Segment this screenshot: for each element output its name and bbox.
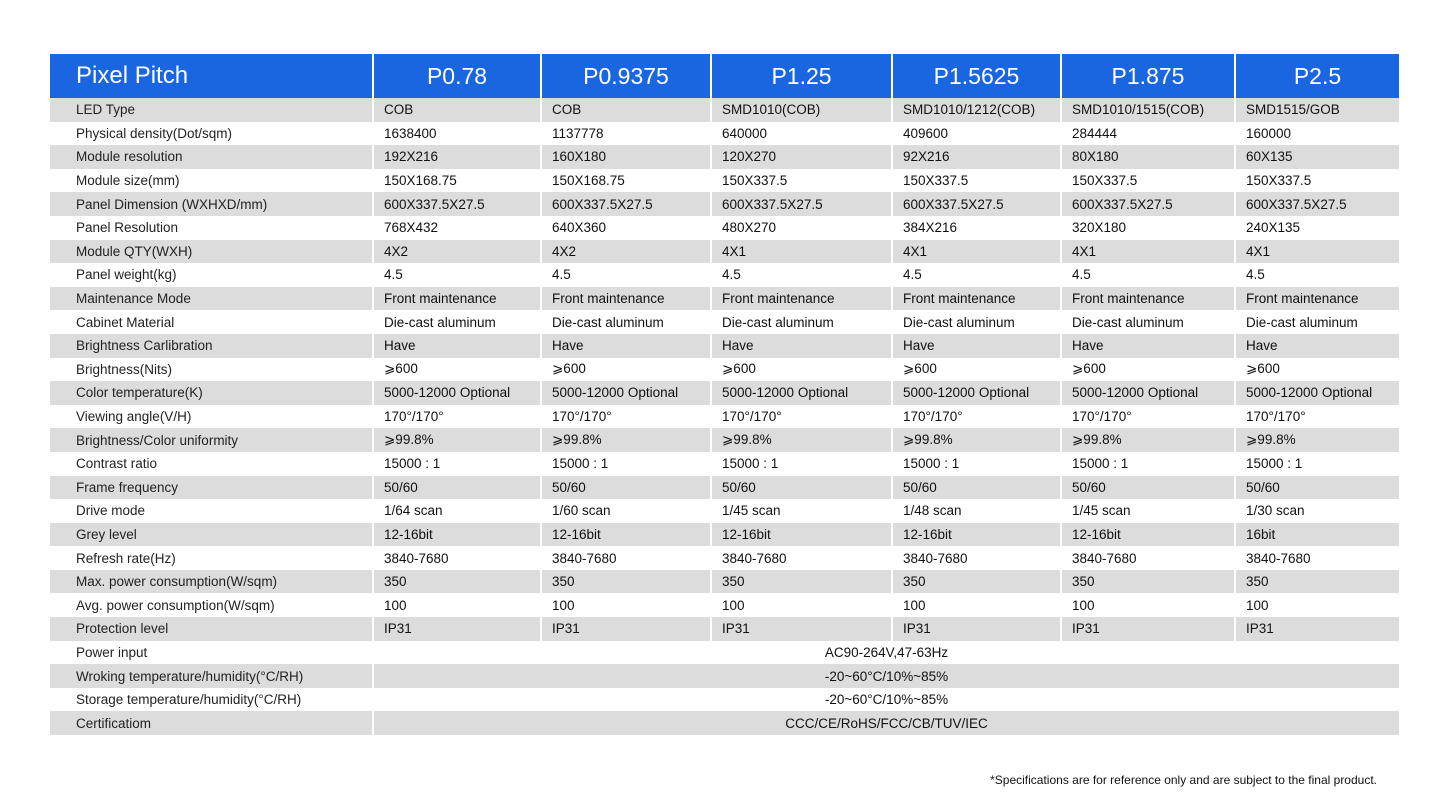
cell-value: 50/60 <box>1061 476 1235 500</box>
cell-value: Have <box>1235 334 1399 358</box>
row-label: Certificatiom <box>50 711 373 735</box>
cell-value: 768X432 <box>373 216 541 240</box>
cell-value: 170°/170° <box>1061 405 1235 429</box>
cell-value: Die-cast aluminum <box>541 310 711 334</box>
cell-value: COB <box>541 98 711 122</box>
table-row <box>50 688 1399 712</box>
cell-value: 170°/170° <box>541 405 711 429</box>
cell-value: 4.5 <box>373 263 541 287</box>
cell-value: 12-16bit <box>892 523 1061 547</box>
cell-value: 192X216 <box>373 145 541 169</box>
cell-value: 1/64 scan <box>373 499 541 523</box>
cell-value: 15000 : 1 <box>892 452 1061 476</box>
cell-value: ⩾99.8% <box>1235 428 1399 452</box>
table-row <box>50 570 1399 594</box>
cell-value: ⩾99.8% <box>1061 428 1235 452</box>
cell-value: 50/60 <box>541 476 711 500</box>
row-label: Physical density(Dot/sqm) <box>50 122 373 146</box>
cell-value: Front maintenance <box>892 287 1061 311</box>
cell-value: 12-16bit <box>711 523 892 547</box>
cell-value: Have <box>541 334 711 358</box>
cell-value: Front maintenance <box>711 287 892 311</box>
table-row <box>50 122 1399 146</box>
row-label: Cabinet Material <box>50 310 373 334</box>
table-row <box>50 593 1399 617</box>
cell-value: 1/45 scan <box>711 499 892 523</box>
cell-value: Front maintenance <box>541 287 711 311</box>
cell-value: 150X168.75 <box>373 169 541 193</box>
cell-value: Die-cast aluminum <box>892 310 1061 334</box>
cell-value: 4X1 <box>892 240 1061 264</box>
row-label: Power input <box>50 641 373 665</box>
cell-value: ⩾600 <box>1061 358 1235 382</box>
cell-value: 50/60 <box>711 476 892 500</box>
cell-value: 150X168.75 <box>541 169 711 193</box>
spec-body <box>50 98 1399 735</box>
cell-value: Front maintenance <box>373 287 541 311</box>
cell-value: 284444 <box>1061 122 1235 146</box>
row-label: Refresh rate(Hz) <box>50 546 373 570</box>
cell-value: ⩾600 <box>892 358 1061 382</box>
cell-value: IP31 <box>541 617 711 641</box>
cell-value: COB <box>373 98 541 122</box>
cell-value: 350 <box>892 570 1061 594</box>
table-row <box>50 641 1399 665</box>
cell-value: 4.5 <box>892 263 1061 287</box>
cell-value: 150X337.5 <box>892 169 1061 193</box>
cell-value: 50/60 <box>373 476 541 500</box>
table-row <box>50 98 1399 122</box>
cell-value: 100 <box>892 593 1061 617</box>
cell-value: 4X1 <box>1235 240 1399 264</box>
cell-value: 170°/170° <box>711 405 892 429</box>
cell-value: 4X1 <box>711 240 892 264</box>
cell-value: ⩾600 <box>1235 358 1399 382</box>
cell-value: 15000 : 1 <box>541 452 711 476</box>
cell-value: 4X2 <box>541 240 711 264</box>
row-label: Brightness(Nits) <box>50 358 373 382</box>
cell-value: 4.5 <box>711 263 892 287</box>
cell-value: 5000-12000 Optional <box>541 381 711 405</box>
cell-value: Have <box>373 334 541 358</box>
cell-value: SMD1010/1212(COB) <box>892 98 1061 122</box>
cell-value: IP31 <box>1235 617 1399 641</box>
row-label: Brightness/Color uniformity <box>50 428 373 452</box>
cell-value: 60X135 <box>1235 145 1399 169</box>
cell-value: IP31 <box>373 617 541 641</box>
table-row <box>50 263 1399 287</box>
cell-value: 640X360 <box>541 216 711 240</box>
cell-value: SMD1010(COB) <box>711 98 892 122</box>
header-label: Pixel Pitch <box>50 54 373 98</box>
cell-value: 4X2 <box>373 240 541 264</box>
cell-value: 15000 : 1 <box>373 452 541 476</box>
cell-value: 12-16bit <box>541 523 711 547</box>
cell-value: 384X216 <box>892 216 1061 240</box>
cell-value: 600X337.5X27.5 <box>892 192 1061 216</box>
cell-value: 600X337.5X27.5 <box>1061 192 1235 216</box>
row-label: Protection level <box>50 617 373 641</box>
cell-value: 150X337.5 <box>1235 169 1399 193</box>
cell-value: 4.5 <box>541 263 711 287</box>
row-label: Wroking temperature/humidity(°C/RH) <box>50 664 373 688</box>
cell-value: 5000-12000 Optional <box>711 381 892 405</box>
cell-value: 350 <box>373 570 541 594</box>
header-col: P1.5625 <box>892 54 1061 98</box>
table-row <box>50 169 1399 193</box>
cell-value: 5000-12000 Optional <box>892 381 1061 405</box>
row-label: Panel weight(kg) <box>50 263 373 287</box>
cell-value: 1/30 scan <box>1235 499 1399 523</box>
table-row <box>50 711 1399 735</box>
table-row <box>50 452 1399 476</box>
table-row <box>50 381 1399 405</box>
merged-value: CCC/CE/RoHS/FCC/CB/TUV/IEC <box>373 711 1399 735</box>
cell-value: 3840-7680 <box>1061 546 1235 570</box>
cell-value: IP31 <box>892 617 1061 641</box>
cell-value: 100 <box>1235 593 1399 617</box>
cell-value: 150X337.5 <box>1061 169 1235 193</box>
cell-value: 100 <box>711 593 892 617</box>
cell-value: ⩾99.8% <box>541 428 711 452</box>
table-row <box>50 405 1399 429</box>
cell-value: 160000 <box>1235 122 1399 146</box>
cell-value: 15000 : 1 <box>1235 452 1399 476</box>
row-label: Grey level <box>50 523 373 547</box>
header-col: P1.875 <box>1061 54 1235 98</box>
cell-value: 3840-7680 <box>373 546 541 570</box>
cell-value: 15000 : 1 <box>1061 452 1235 476</box>
cell-value: 3840-7680 <box>541 546 711 570</box>
cell-value: 170°/170° <box>373 405 541 429</box>
table-row <box>50 523 1399 547</box>
cell-value: 12-16bit <box>373 523 541 547</box>
cell-value: 150X337.5 <box>711 169 892 193</box>
table-row <box>50 499 1399 523</box>
footnote: *Specifications are for reference only and are subject to the final product. <box>990 773 1377 787</box>
cell-value: 1638400 <box>373 122 541 146</box>
cell-value: Die-cast aluminum <box>373 310 541 334</box>
row-label: Module resolution <box>50 145 373 169</box>
row-label: Viewing angle(V/H) <box>50 405 373 429</box>
cell-value: SMD1010/1515(COB) <box>1061 98 1235 122</box>
row-label: Drive mode <box>50 499 373 523</box>
cell-value: IP31 <box>1061 617 1235 641</box>
cell-value: Have <box>892 334 1061 358</box>
row-label: Contrast ratio <box>50 452 373 476</box>
cell-value: 170°/170° <box>1235 405 1399 429</box>
cell-value: 640000 <box>711 122 892 146</box>
cell-value: 240X135 <box>1235 216 1399 240</box>
cell-value: 50/60 <box>1235 476 1399 500</box>
cell-value: 4X1 <box>1061 240 1235 264</box>
table-row <box>50 192 1399 216</box>
cell-value: 100 <box>373 593 541 617</box>
row-label: Storage temperature/humidity(°C/RH) <box>50 688 373 712</box>
cell-value: ⩾600 <box>711 358 892 382</box>
cell-value: Have <box>1061 334 1235 358</box>
cell-value: Die-cast aluminum <box>1061 310 1235 334</box>
table-row <box>50 664 1399 688</box>
cell-value: 1/60 scan <box>541 499 711 523</box>
cell-value: 1/45 scan <box>1061 499 1235 523</box>
cell-value: 5000-12000 Optional <box>1235 381 1399 405</box>
cell-value: 409600 <box>892 122 1061 146</box>
cell-value: 350 <box>541 570 711 594</box>
cell-value: 600X337.5X27.5 <box>373 192 541 216</box>
merged-value: -20~60°C/10%~85% <box>373 688 1399 712</box>
cell-value: ⩾600 <box>541 358 711 382</box>
cell-value: 3840-7680 <box>1235 546 1399 570</box>
table-row <box>50 617 1399 641</box>
row-label: Panel Dimension (WXHXD/mm) <box>50 192 373 216</box>
table-row <box>50 145 1399 169</box>
cell-value: ⩾99.8% <box>892 428 1061 452</box>
row-label: LED Type <box>50 98 373 122</box>
row-label: Module size(mm) <box>50 169 373 193</box>
cell-value: Have <box>711 334 892 358</box>
table-row <box>50 334 1399 358</box>
spec-table <box>50 54 1399 735</box>
cell-value: 50/60 <box>892 476 1061 500</box>
merged-value: -20~60°C/10%~85% <box>373 664 1399 688</box>
cell-value: Die-cast aluminum <box>711 310 892 334</box>
cell-value: 5000-12000 Optional <box>1061 381 1235 405</box>
cell-value: 80X180 <box>1061 145 1235 169</box>
cell-value: 600X337.5X27.5 <box>1235 192 1399 216</box>
cell-value: Die-cast aluminum <box>1235 310 1399 334</box>
table-row <box>50 358 1399 382</box>
cell-value: 16bit <box>1235 523 1399 547</box>
cell-value: 350 <box>1061 570 1235 594</box>
header-col: P0.9375 <box>541 54 711 98</box>
row-label: Module QTY(WXH) <box>50 240 373 264</box>
cell-value: 3840-7680 <box>892 546 1061 570</box>
cell-value: 5000-12000 Optional <box>373 381 541 405</box>
header-col: P2.5 <box>1235 54 1399 98</box>
cell-value: 100 <box>541 593 711 617</box>
row-label: Maintenance Mode <box>50 287 373 311</box>
cell-value: 15000 : 1 <box>711 452 892 476</box>
cell-value: 1137778 <box>541 122 711 146</box>
table-row <box>50 240 1399 264</box>
table-row <box>50 546 1399 570</box>
row-label: Color temperature(K) <box>50 381 373 405</box>
cell-value: 4.5 <box>1061 263 1235 287</box>
cell-value: 160X180 <box>541 145 711 169</box>
cell-value: ⩾99.8% <box>373 428 541 452</box>
table-row <box>50 428 1399 452</box>
row-label: Max. power consumption(W/sqm) <box>50 570 373 594</box>
cell-value: 12-16bit <box>1061 523 1235 547</box>
cell-value: ⩾99.8% <box>711 428 892 452</box>
row-label: Avg. power consumption(W/sqm) <box>50 593 373 617</box>
cell-value: IP31 <box>711 617 892 641</box>
cell-value: 600X337.5X27.5 <box>541 192 711 216</box>
cell-value: 320X180 <box>1061 216 1235 240</box>
table-row <box>50 476 1399 500</box>
cell-value: SMD1515/GOB <box>1235 98 1399 122</box>
cell-value: 600X337.5X27.5 <box>711 192 892 216</box>
header-row <box>50 54 1399 98</box>
row-label: Panel Resolution <box>50 216 373 240</box>
cell-value: 4.5 <box>1235 263 1399 287</box>
cell-value: 92X216 <box>892 145 1061 169</box>
table-row <box>50 310 1399 334</box>
merged-value: AC90-264V,47-63Hz <box>373 641 1399 665</box>
cell-value: 3840-7680 <box>711 546 892 570</box>
cell-value: Front maintenance <box>1235 287 1399 311</box>
cell-value: 1/48 scan <box>892 499 1061 523</box>
table-row <box>50 287 1399 311</box>
cell-value: 350 <box>711 570 892 594</box>
cell-value: 170°/170° <box>892 405 1061 429</box>
cell-value: 350 <box>1235 570 1399 594</box>
cell-value: 100 <box>1061 593 1235 617</box>
cell-value: ⩾600 <box>373 358 541 382</box>
row-label: Brightness Carlibration <box>50 334 373 358</box>
cell-value: Front maintenance <box>1061 287 1235 311</box>
header-col: P1.25 <box>711 54 892 98</box>
header-col: P0.78 <box>373 54 541 98</box>
cell-value: 120X270 <box>711 145 892 169</box>
table-row <box>50 216 1399 240</box>
cell-value: 480X270 <box>711 216 892 240</box>
row-label: Frame frequency <box>50 476 373 500</box>
